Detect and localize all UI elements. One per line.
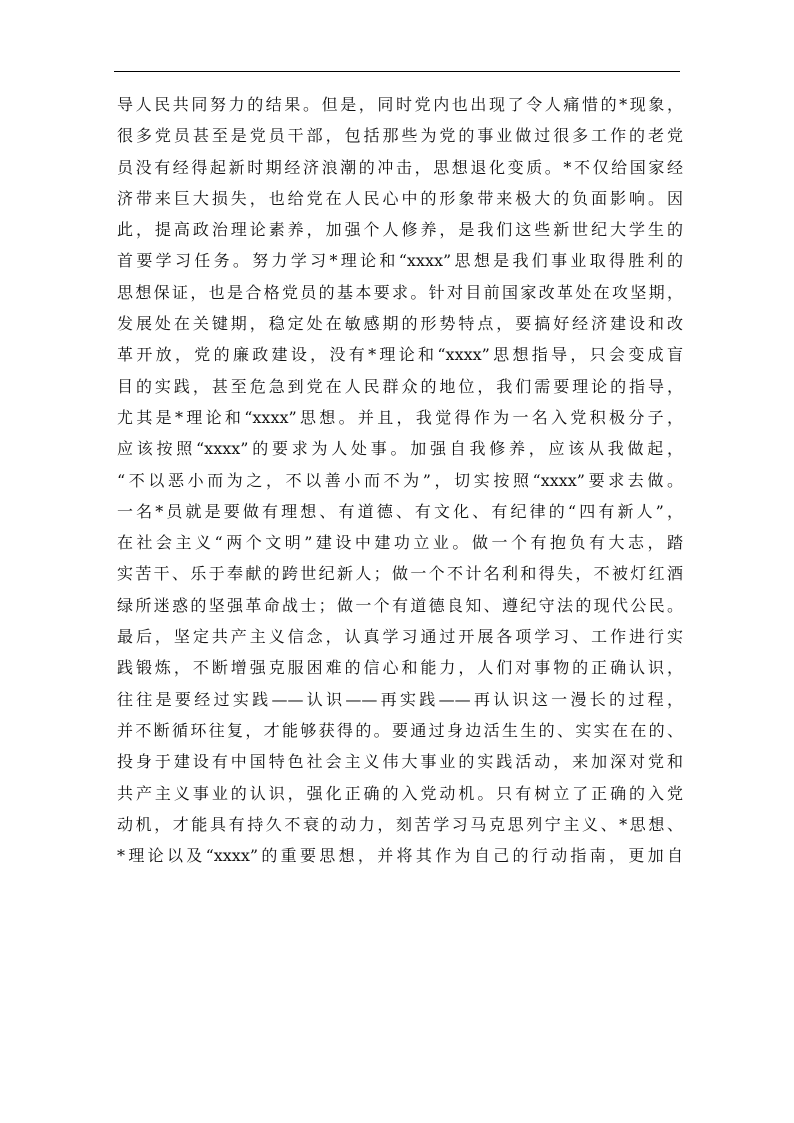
text-line: 思想保证，也是合格党员的基本要求。针对目前国家改革处在攻坚期， xyxy=(117,282,683,302)
text-line: 应该按照“xxxx”的要求为人处事。加强自我修养，应该从我做起， xyxy=(117,439,683,459)
text-line: *理论以及“xxxx”的重要思想，并将其作为自己的行动指南，更加自 xyxy=(117,846,683,866)
text-line: 并不断循环往复，才能够获得的。要通过身边活生生的、实实在在的、 xyxy=(117,720,683,740)
text-line: 实苦干、乐于奉献的跨世纪新人；做一个不计名利和得失，不被灯红酒 xyxy=(117,564,683,584)
text-line: “不以恶小而为之，不以善小而不为”，切实按照“xxxx”要求去做。 xyxy=(117,470,683,490)
text-line: 绿所迷惑的坚强革命战士；做一个有道德良知、遵纪守法的现代公民。 xyxy=(117,595,683,615)
text-line: 很多党员甚至是党员干部，包括那些为党的事业做过很多工作的老党 xyxy=(117,126,683,146)
text-line: 首要学习任务。努力学习*理论和“xxxx”思想是我们事业取得胜利的 xyxy=(117,251,683,271)
text-line: 最后，坚定共产主义信念，认真学习通过开展各项学习、工作进行实 xyxy=(117,627,683,647)
body-text xyxy=(117,89,683,871)
text-line: 投身于建设有中国特色社会主义伟大事业的实践活动，来加深对党和 xyxy=(117,752,683,772)
text-line: 革开放，党的廉政建设，没有*理论和“xxxx”思想指导，只会变成盲 xyxy=(117,345,683,365)
text-line: 目的实践，甚至危急到党在人民群众的地位，我们需要理论的指导， xyxy=(117,376,683,396)
text-line: 动机，才能具有持久不衰的动力，刻苦学习马克思列宁主义、*思想、 xyxy=(117,814,683,834)
header-rule xyxy=(114,71,680,72)
text-line: 在社会主义“两个文明”建设中建功立业。做一个有抱负有大志，踏 xyxy=(117,533,683,553)
text-line: 济带来巨大损失，也给党在人民心中的形象带来极大的负面影响。因 xyxy=(117,188,683,208)
text-line: 共产主义事业的认识，强化正确的入党动机。只有树立了正确的入党 xyxy=(117,783,683,803)
text-line: 尤其是*理论和“xxxx”思想。并且，我觉得作为一名入党积极分子， xyxy=(117,407,683,427)
text-line: 往往是要经过实践——认识——再实践——再认识这一漫长的过程， xyxy=(117,689,683,709)
text-line: 发展处在关键期，稳定处在敏感期的形势特点，要搞好经济建设和改 xyxy=(117,314,683,334)
text-line: 践锻炼，不断增强克服困难的信心和能力，人们对事物的正确认识， xyxy=(117,658,683,678)
text-line: 导人民共同努力的结果。但是，同时党内也出现了令人痛惜的*现象， xyxy=(117,95,683,114)
text-line: 员没有经得起新时期经济浪潮的冲击，思想退化变质。*不仅给国家经 xyxy=(117,157,683,177)
text-line: 此，提高政治理论素养，加强个人修养，是我们这些新世纪大学生的 xyxy=(117,220,683,240)
text-line: 一名*员就是要做有理想、有道德、有文化、有纪律的“四有新人”， xyxy=(117,501,683,521)
